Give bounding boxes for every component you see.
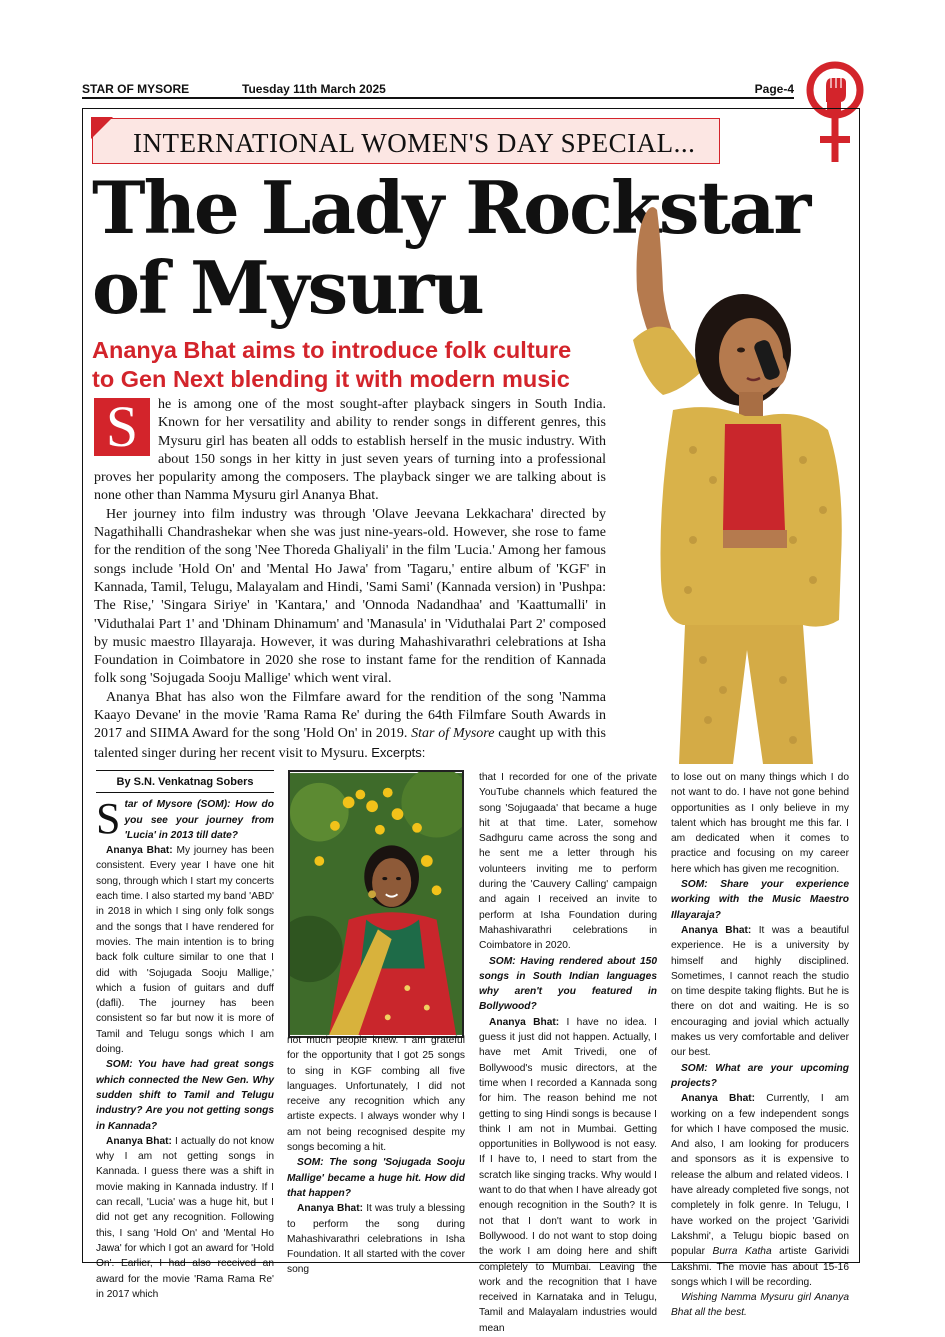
answer-6: [671, 1091, 849, 1290]
question-1: [96, 794, 274, 844]
subheadline: [92, 336, 622, 394]
excerpts-label: Excerpts:: [371, 744, 426, 760]
answer-2-continued: not much people knew. I am grateful for the opportunity that I got 25 songs to sing in KGF combing all five languages. Unfortunately, I did not receive any recognition which any artiste expects. I always wonder why I am not being recognised despite my songs becoming a hit.: [287, 1035, 465, 1154]
interview-column-4: [671, 770, 849, 1321]
interview-column-1: [96, 770, 274, 1302]
closing-line: Wishing Namma Mysuru girl Ananya Bhat all the best.: [671, 1292, 849, 1319]
masthead-rule: [82, 97, 794, 99]
intro-paragraph-3: [94, 689, 606, 763]
publication-mention: Star of Mysore: [411, 726, 495, 742]
question-1-text: tar of Mysore (SOM): How do you see your journey from 'Lucia' in 2013 till date?: [124, 799, 274, 841]
answer-6-emphasis: Burra Katha: [712, 1246, 772, 1258]
intro-dropcap: S: [94, 398, 150, 456]
publication-name: STAR OF MYSORE: [82, 82, 190, 96]
intro-body: [94, 396, 606, 763]
singer-portrait-photo: [288, 770, 464, 1038]
answer-6-text-b: artiste Garividi Lakshmi. The movie has about 15-16 songs which I will be recording.: [671, 1246, 849, 1288]
intro-paragraph-3-text-a: Ananya Bhat has also won the Filmfare award for the rendition of the song 'Namma Kaayo Devane' in the movie 'Rama Rama Re' during the 64th Filmfare South Awards in 2017 and SIIMA Award for the song 'Hold On' in 2019.: [94, 689, 606, 742]
answer-2-text: I actually do not know why I am not getting songs in Kannada. I guess there was a shift in movie making in Kannada industry. If I can recall, 'Lucia' was a huge hit, but I did not get any recognition. Following this, I sang 'Hold On' and 'Mental Ho Jawa' for which I got an award for 'Hold On'. Earlier, I had also received an award for the movie 'Rama Rama Re' in 2017 which: [96, 1135, 274, 1300]
intro-paragraph-1-text: he is among one of the most sought-after playback singers in South India. Known for her versatility and ability to render songs in different genres, this Mysuru girl has beaten all odds to establish herself in the music industry. With about 150 songs in her kitty in just seven years of turning into a professional proves her popularity among the composers. The playback singer we are talking about is none other than Namma Mysuru girl Ananya Bhat.: [94, 397, 606, 504]
answer-3-lead: Ananya Bhat:: [297, 1203, 364, 1215]
answer-4-text: I have no idea. I guess it just did not happen. Actually, I have met Amit Trivedi, one of Bollywood's music directors, at the time when I recorded a Kannada song for him. The reason behind me not getting to sing Hindi songs is because I think I am not in Mumbai. Getting opportunities in Bollywood is not easy. If I have to, I need to start from the scratch like singing tracks. Why would I want to do that when I have already got enough recognition in the South? It is not that I don't want to work in Bollywood. I do not want to stop doing the work I am doing here and shift completely to Mumbai. Leaving the work and the recognition that I have received in Karnataka and in Telugu, Tamil and Malayalam industries would mean: [479, 1016, 657, 1334]
question-3: SOM: The song 'Sojugada Sooju Mallige' became a huge hit. How did that happen?: [287, 1157, 465, 1199]
subheadline-line-2: to Gen Next blending it with modern music: [92, 366, 570, 392]
page-number: Page-4: [754, 82, 794, 96]
answer-4-continued: to lose out on many things which I do not want to do. I have not gone behind opportunities as I only believe in my talent which has brought me this far. I am dedicated when it comes to practice and focusing on my career here which has given me recognition.: [671, 772, 849, 875]
answer-3-continued: that I recorded for one of the private YouTube channels which featured the song 'Sojugaada' that became a huge hit at that time. Later, somehow Sadhguru came across the song and he sent me a letter through his volunteers inviting me to perform during the 'Cauvery Calling' campaign and again I received an invite to perform at Isha Foundation during Mahashivarathri celebrations in Coimbatore in 2020.: [479, 772, 657, 952]
intro-paragraph-1: [94, 396, 606, 506]
answer-5-lead: Ananya Bhat:: [681, 924, 752, 936]
answer-5: [671, 923, 849, 1061]
singer-performing-photo: [613, 180, 858, 764]
answer-3: [287, 1201, 465, 1277]
intro-paragraph-2: Her journey into film industry was through 'Olave Jeevana Lekkachara' directed by Nagathihalli Chandrashekar when she was just nine-years-old. However, she rose to fame for the rendition of the song 'Nee Thoreda Ghaliyali' in the film 'Lucia.' Among her famous songs include 'Hold On' and 'Mental Ho Jawa' from 'Tagaru,' entire album of 'KGF' in Kannada, Tamil, Telugu, Malayalam and Hindi, 'Sami Sami' (Kannada version) in 'Pushpa: The Rise,' 'Singara Siriye' in 'Kantara,' and 'Onnoda Nadandhaa' and 'Kaattumalli' in 'Viduthalai Part 1' and 'Dhinam Dhinamum' and 'Manasula' in 'Viduthalai Part 2' composed by music maestro Illayaraja. However, it was during Mahashivarathri celebrations at Isha Foundation in Coimbatore in 2020 she rose to instant fame for the rendition of Kannada folk song 'Sojugada Sooju Mallige' which went viral.: [94, 506, 606, 687]
byline: By S.N. Venkatnag Sobers: [96, 770, 274, 793]
answer-1-lead: Ananya Bhat:: [106, 845, 173, 857]
section-banner: [92, 118, 720, 164]
issue-date: Tuesday 11th March 2025: [242, 82, 386, 96]
question-4: SOM: Having rendered about 150 songs in South Indian languages why aren't you featured in Bollywood?: [479, 955, 657, 1013]
section-banner-text: INTERNATIONAL WOMEN'S DAY SPECIAL...: [133, 128, 696, 158]
answer-1-text: My journey has been consistent. Every year I have one hit song, through which I start my concerts each time. I also started my band 'ABD' in 2018 in which I sing only folk songs and the songs that I have rendered for movies. The main intention is to bring back folk culture similar to one that I did with 'Sojugada Sooju Mallige,' which a fusion of guitars and duff (dafli). The journey has been consistent so far but now it is more of Tamil and Telugu songs which I am doing.: [96, 845, 274, 1056]
answer-6-text-a: Currently, I am working on a few independent songs for which I have composed the music. And also, I am looking for producers and sponsors as it is expensive to release the album and related videos. I have already completed five songs, not completely in folk genre. In Telugu, I have worked on the project 'Garividi Lakshmi', a Telugu biopic based on popular: [671, 1093, 849, 1258]
interview-column-3: [479, 770, 657, 1336]
answer-2-lead: Ananya Bhat:: [106, 1135, 172, 1147]
answer-4-lead: Ananya Bhat:: [489, 1016, 560, 1028]
answer-5-text: It was a beautiful experience. He is a university by himself and highly disciplined. Sometimes, I cannot reach the studio on time despite taking flights. But he is there on dot and waiting. He is so encouraging and jovial which actually makes us very comfortable and deliver our best.: [671, 924, 849, 1059]
banner-corner-accent: [91, 117, 113, 139]
answer-6-lead: Ananya Bhat:: [681, 1093, 756, 1105]
interview-column-2: [287, 1033, 465, 1278]
masthead: [82, 80, 794, 98]
question-dropcap: S: [96, 794, 121, 844]
answer-1: [96, 843, 274, 1057]
question-5: SOM: Share your experience working with the Music Maestro Illayaraja?: [671, 879, 849, 921]
intro-paragraph-3-text-b: caught up with this talented singer during her recent visit to Mysuru.: [94, 726, 606, 761]
question-2: SOM: You have had great songs which connected the New Gen. Why sudden shift to Tamil and Telugu industry? Are you not getting songs in Kannada?: [96, 1059, 274, 1132]
answer-3-text: It was truly a blessing to perform the song during Mahashivarathri celebrations in Isha Foundation. It all started with the cover song: [287, 1203, 465, 1276]
headline-line-1: The Lady Rockstar: [92, 165, 810, 250]
headline-line-2: of Mysuru: [92, 245, 483, 330]
subheadline-line-1: Ananya Bhat aims to introduce folk culture: [92, 337, 572, 363]
answer-4: [479, 1015, 657, 1336]
question-6: SOM: What are your upcoming projects?: [671, 1062, 849, 1089]
answer-2: [96, 1134, 274, 1302]
